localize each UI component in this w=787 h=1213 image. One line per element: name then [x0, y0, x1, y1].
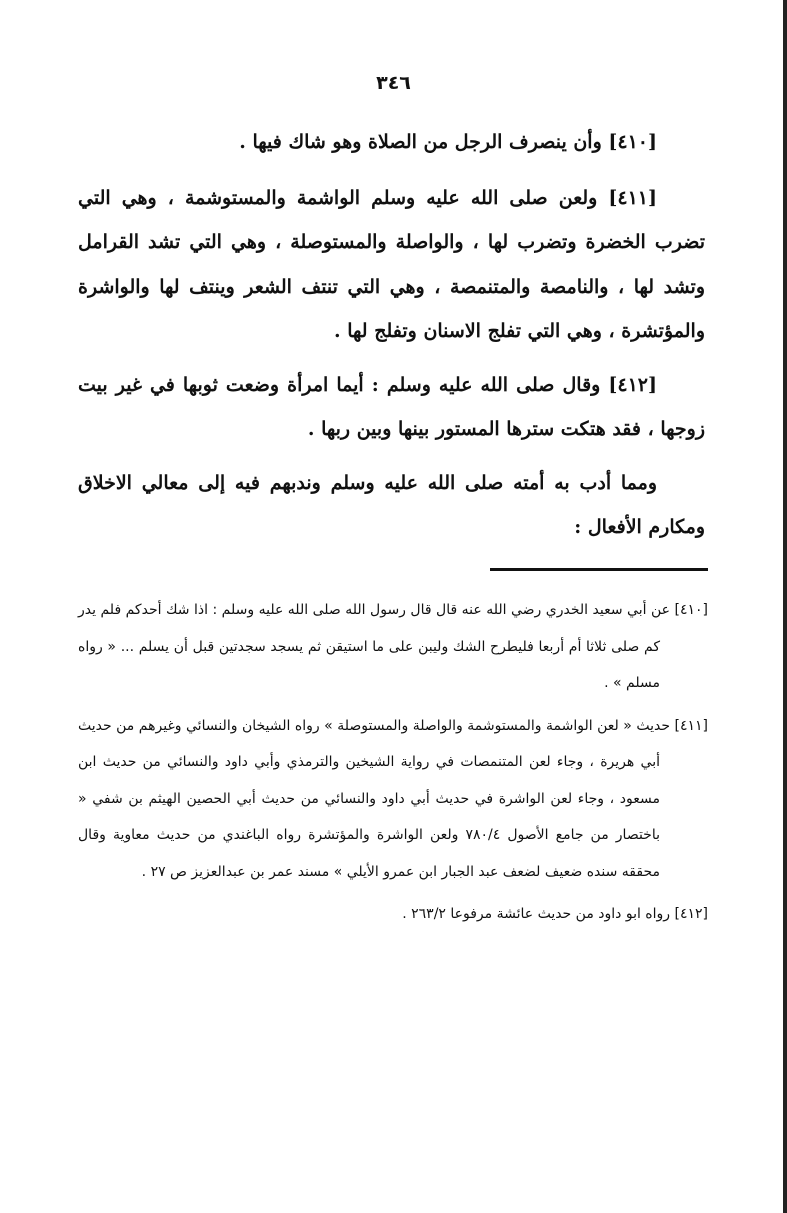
footnote-separator: [490, 568, 708, 571]
footnotes: [78, 592, 708, 939]
footnote-411: [٤١١] حديث « لعن الواشمة والمستوشمة والواصلة والمستوصلة » رواه الشيخان والنسائي وغيرهم من حديث أبي هريرة ، وجاء لعن المتنمصات في رواية الشيخين والترمذي وأبي داود والنسائي من حديث ابن مسعود ، وجاء لعن الواشرة في حديث أبي داود والنسائي من حديث أبي الحصين الهيثم بن شفي « باختصار من جامع الأصول ٧٨٠/٤ ولعن الواشرة والمؤتشرة رواه الباغندي من حديث معاوية وقال محققه سنده ضعيف لضعف عبد الجبار ابن عمرو الأيلي » مسند عمر بن عبدالعزيز ص ٢٧ .: [78, 717, 708, 880]
paragraph-intro: ومما أدب به أمته صلى الله عليه وسلم وندبهم فيه إلى معالي الاخلاق ومكارم الأفعال :: [78, 471, 705, 538]
footnote-412: [٤١٢] رواه ابو داود من حديث عائشة مرفوعا ٢٦٣/٢ .: [402, 906, 708, 922]
scan-edge: [783, 0, 787, 1213]
paragraph-410: [٤١٠] وأن ينصرف الرجل من الصلاة وهو شاك فيها .: [239, 131, 657, 153]
main-text: [78, 120, 705, 559]
paragraph-412: [٤١٢] وقال صلى الله عليه وسلم : أيما امرأة وضعت ثوبها في غير بيت زوجها ، فقد هتكت سترها المستور بينها وبين ربها .: [78, 373, 705, 440]
page-number: ٣٤٦: [376, 72, 411, 94]
paragraph-411: [٤١١] ولعن صلى الله عليه وسلم الواشمة والمستوشمة ، وهي التي تضرب الخضرة وتضرب لها ، والواصلة والمستوصلة ، وهي التي تشد القرامل وتشد لها ، والنامصة والمتنمصة ، وهي التي تنتف الشعر وينتف لها والواشرة والمؤتشرة ، وهي التي تفلج الاسنان وتفلج لها .: [78, 186, 705, 342]
footnote-410: [٤١٠] عن أبي سعيد الخدري رضي الله عنه قال قال رسول الله صلى الله عليه وسلم : اذا شك أحدكم فلم يدر كم صلى ثلاثا أم أربعا فليطرح الشك وليبن على ما استيقن ثم يسجد سجدتين قبل أن يسلم ... « رواه مسلم » .: [78, 602, 708, 691]
